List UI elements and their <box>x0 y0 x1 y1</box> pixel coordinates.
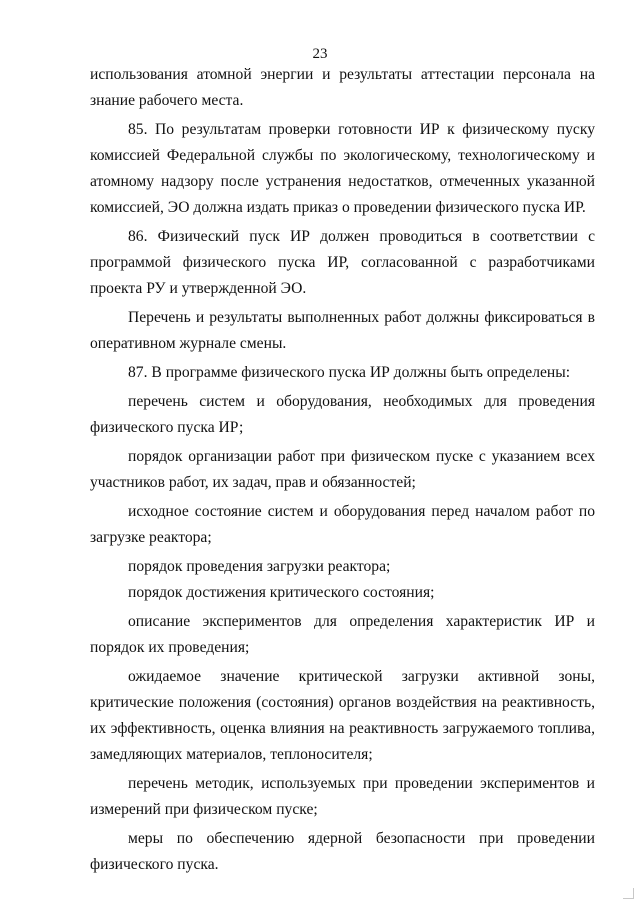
paragraph-work-log: Перечень и результаты выполненных работ должны фиксироваться в оперативном журнале смены. <box>90 309 595 352</box>
list-item-criticality: порядок достижения критического состояния; <box>128 584 435 601</box>
list-item-critical-loading: ожидаемое значение критической загрузки активной зоны, критические положения (состояния) органов воздействия на реактивность, их эффективность, оценка влияния на реактивность загружаемого топлива, замедляющих материалов, теплоносителя; <box>90 668 595 763</box>
list-item-loading-procedure: порядок проведения загрузки реактора; <box>128 558 391 575</box>
list-item-experiments: описание экспериментов для определения характеристик ИР и порядок их проведения; <box>90 613 595 656</box>
paragraph-85: 85. По результатам проверки готовности ИР к физическому пуску комиссией Федеральной службы по экологическому, технологическому и атомному надзору после устранения недостатков, отмеченных указанной комиссией, ЭО должна издать приказ о проведении физического пуска ИР. <box>90 121 595 216</box>
paragraph-87: 87. В программе физического пуска ИР должны быть определены: <box>128 364 571 381</box>
list-item-initial-state: исходное состояние систем и оборудования перед началом работ по загрузке реактора; <box>90 503 595 546</box>
list-item-methods: перечень методик, используемых при проведении экспериментов и измерений при физическом пуске; <box>90 775 595 818</box>
paragraph-continuation: использования атомной энергии и результаты аттестации персонала на знание рабочего места. <box>90 66 595 109</box>
list-item-systems: перечень систем и оборудования, необходимых для проведения физического пуска ИР; <box>90 393 595 436</box>
page-number: 23 <box>312 46 328 62</box>
document-body <box>90 62 595 878</box>
scan-corner-mark <box>623 888 634 899</box>
list-item-nuclear-safety: меры по обеспечению ядерной безопасности при проведении физического пуска. <box>90 830 595 873</box>
list-item-work-organization: порядок организации работ при физическом пуске с указанием всех участников работ, их задач, прав и обязанностей; <box>90 448 595 491</box>
paragraph-86: 86. Физический пуск ИР должен проводиться в соответствии с программой физического пуска ИР, согласованной с разработчиками проекта РУ и утвержденной ЭО. <box>90 228 595 297</box>
